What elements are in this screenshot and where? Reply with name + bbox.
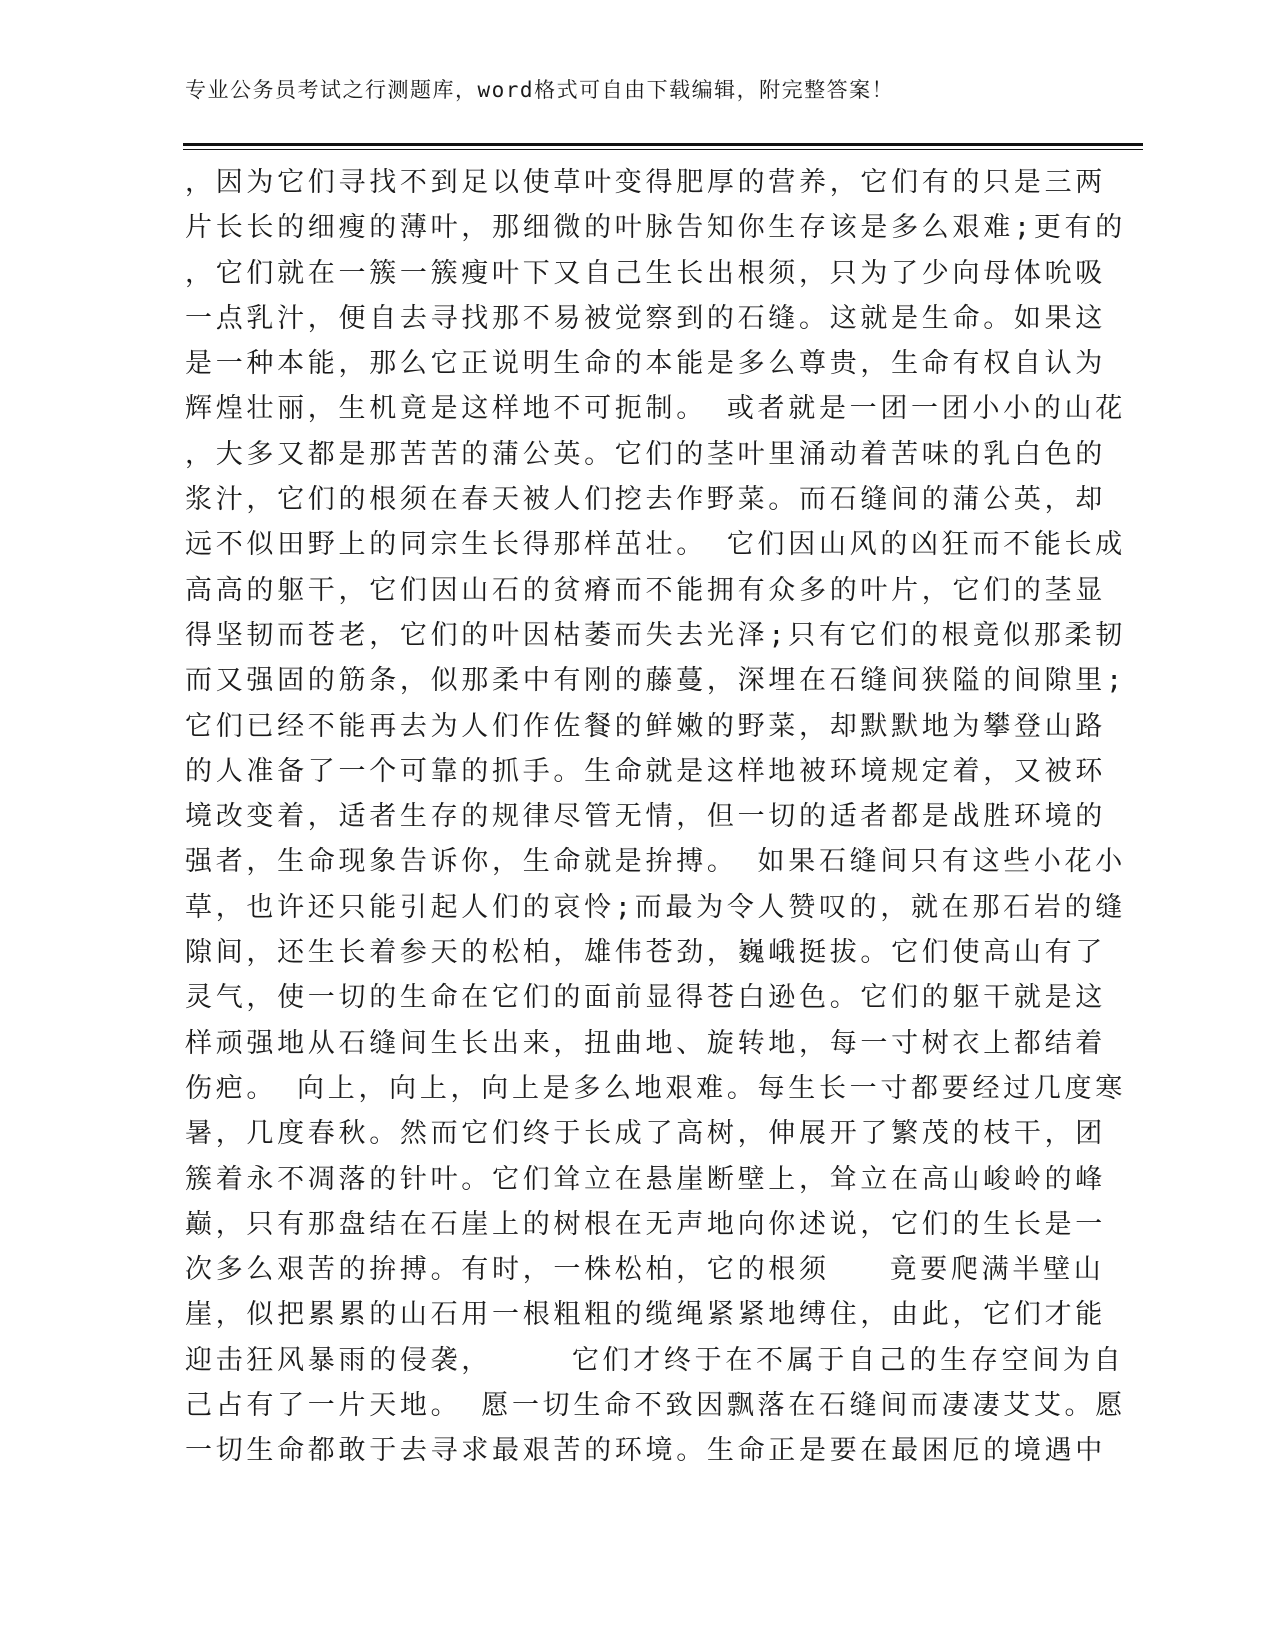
text-line: 一点乳汁，便自去寻找那不易被觉察到的石缝。这就是生命。如果这	[185, 302, 1106, 334]
text-line: 高高的躯干，它们因山石的贫瘠而不能拥有众多的叶片，它们的茎显	[185, 574, 1106, 606]
body-text	[185, 160, 1126, 1474]
text-line: 次多么艰苦的拚搏。有时，一株松柏，它的根须 竟要爬满半壁山	[185, 1254, 1105, 1286]
text-line: 远不似田野上的同宗生长得那样茁壮。 它们因山风的凶狂而不能长成	[185, 529, 1126, 561]
text-line: 巅，只有那盘结在石崖上的树根在无声地向你述说，它们的生长是一	[185, 1208, 1106, 1240]
text-line: 辉煌壮丽，生机竟是这样地不可扼制。 或者就是一团一团小小的山花	[185, 393, 1126, 425]
text-line: 浆汁，它们的根须在春天被人们挖去作野菜。而石缝间的蒲公英，却	[185, 484, 1106, 516]
text-line: 是一种本能，那么它正说明生命的本能是多么尊贵，生命有权自认为	[185, 348, 1106, 380]
text-line: ，它们就在一簇一簇瘦叶下又自己生长出根须，只为了少向母体吮吸	[185, 257, 1106, 289]
text-line: 崖，似把累累的山石用一根粗粗的缆绳紧紧地缚住，由此，它们才能	[185, 1299, 1106, 1331]
text-line: 伤疤。 向上，向上，向上是多么地艰难。每生长一寸都要经过几度寒	[185, 1072, 1126, 1104]
header-rule-thin	[183, 149, 1143, 150]
text-line: 暑，几度春秋。然而它们终于长成了高树，伸展开了繁茂的枝干，团	[185, 1118, 1106, 1150]
text-line: 它们已经不能再去为人们作佐餐的鲜嫩的野菜，却默默地为攀登山路	[185, 710, 1106, 742]
text-line: 一切生命都敢于去寻求最艰苦的环境。生命正是要在最困厄的境遇中	[185, 1435, 1106, 1467]
header-rule-thick	[183, 143, 1143, 146]
text-line: 隙间，还生长着参天的松柏，雄伟苍劲，巍峨挺拔。它们使高山有了	[185, 937, 1106, 969]
text-line: ，大多又都是那苦苦的蒲公英。它们的茎叶里涌动着苦味的乳白色的	[185, 438, 1106, 470]
page-header: 专业公务员考试之行测题库，word格式可自由下载编辑，附完整答案！	[185, 78, 895, 102]
text-line: 迎击狂风暴雨的侵袭， 它们才终于在不属于自己的生存空间为自	[185, 1344, 1125, 1376]
text-line: 而又强固的筋条，似那柔中有刚的藤蔓，深埋在石缝间狭隘的间隙里;	[185, 665, 1126, 697]
text-line: 草，也许还只能引起人们的哀怜;而最为令人赞叹的，就在那石岩的缝	[185, 891, 1126, 923]
text-line: 簇着永不凋落的针叶。它们耸立在悬崖断壁上，耸立在高山峻岭的峰	[185, 1163, 1106, 1195]
text-line: 片长长的细瘦的薄叶，那细微的叶脉告知你生存该是多么艰难;更有的	[185, 212, 1126, 244]
text-line: 己占有了一片天地。 愿一切生命不致因飘落在石缝间而凄凄艾艾。愿	[185, 1390, 1126, 1422]
text-line: 样顽强地从石缝间生长出来，扭曲地、旋转地，每一寸树衣上都结着	[185, 1027, 1106, 1059]
text-line: 的人准备了一个可靠的抓手。生命就是这样地被环境规定着，又被环	[185, 755, 1106, 787]
text-line: 境改变着，适者生存的规律尽管无情，但一切的适者都是战胜环境的	[185, 801, 1106, 833]
text-line: 灵气，使一切的生命在它们的面前显得苍白逊色。它们的躯干就是这	[185, 982, 1106, 1014]
text-line: 得坚韧而苍老，它们的叶因枯萎而失去光泽;只有它们的根竟似那柔韧	[185, 619, 1126, 651]
text-line: 强者，生命现象告诉你，生命就是拚搏。 如果石缝间只有这些小花小	[185, 846, 1126, 878]
text-line: ，因为它们寻找不到足以使草叶变得肥厚的营养，它们有的只是三两	[185, 167, 1106, 198]
